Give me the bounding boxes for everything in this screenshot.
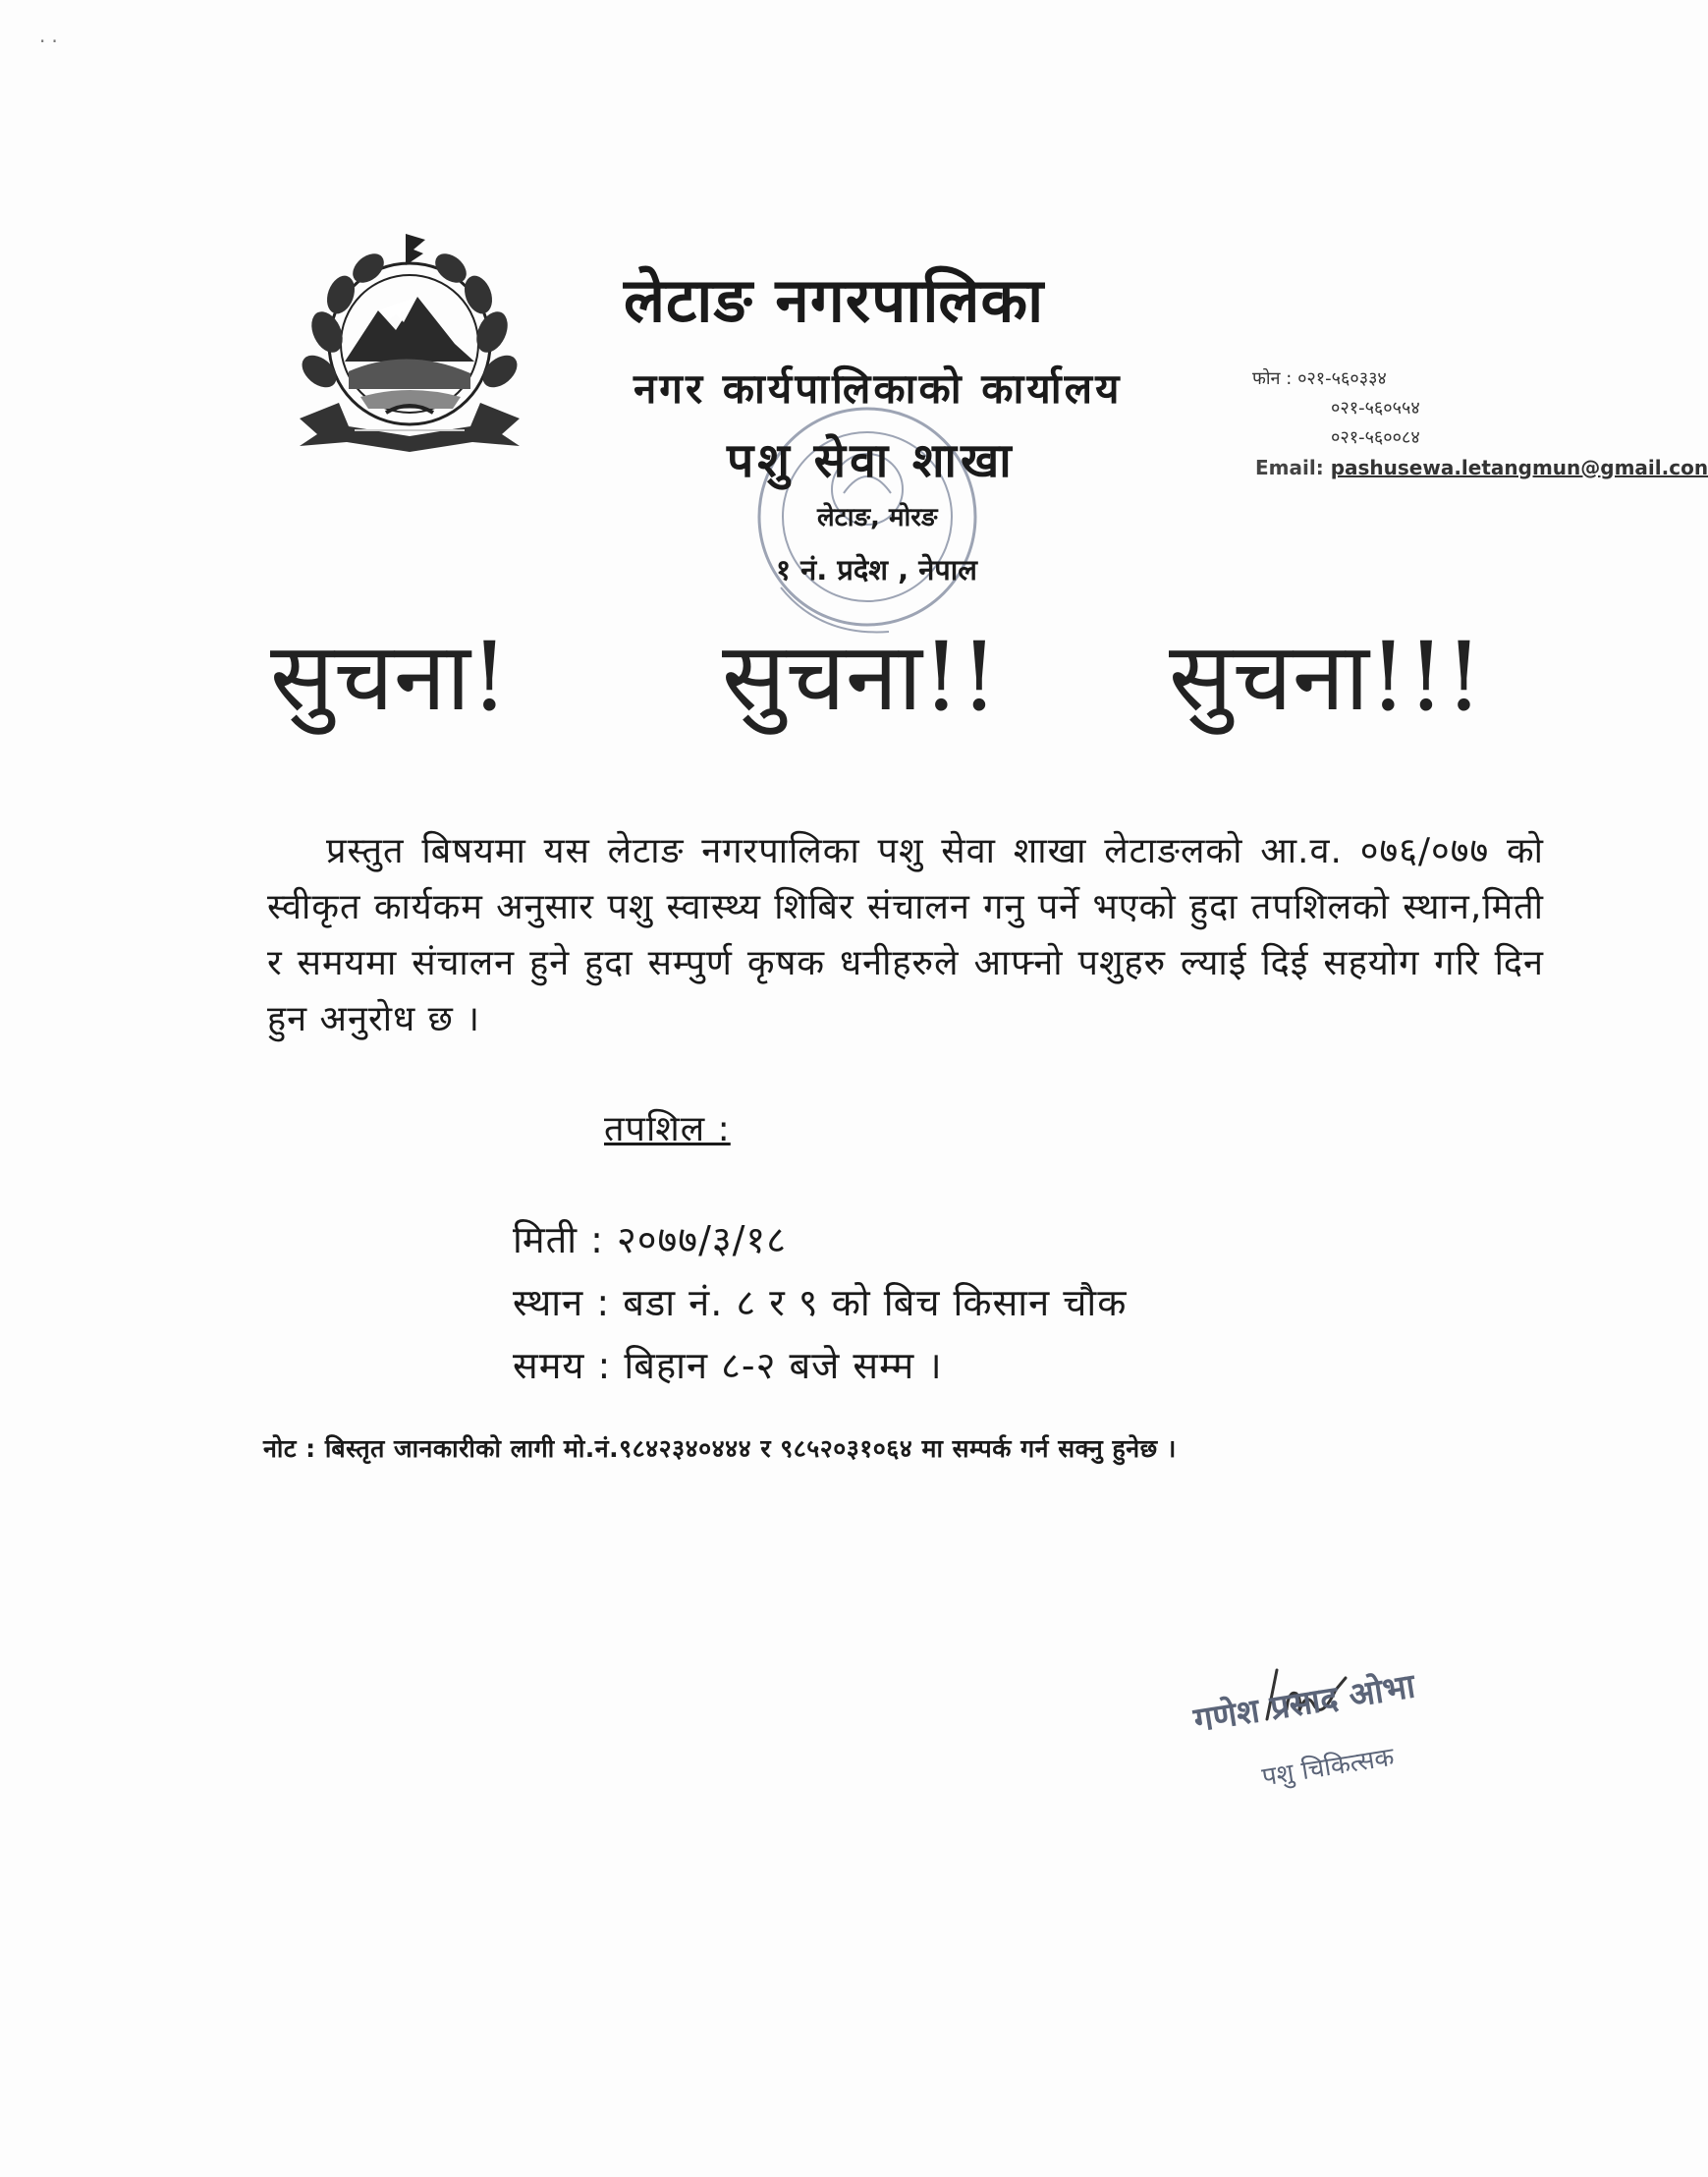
office-name: नगर कार्यपालिकाको कार्यालय — [634, 364, 1123, 413]
notice-heading: सुचना! — [270, 622, 509, 732]
contact-note: नोट : बिस्तृत जानकारीको लागी मो.नं.९८४२३४०४४४ र ९८५२०३१०६४ मा सम्पर्क गर्न सक्नु हुनेछ । — [263, 1434, 1177, 1463]
details-list — [513, 1208, 1127, 1397]
phone-number: ०२१-५६०३३४ — [1297, 368, 1387, 389]
email-line — [1255, 456, 1708, 479]
phone-number: ०२१-५६००८४ — [1331, 427, 1420, 448]
notice-heading: सुचना!! — [722, 622, 999, 732]
details-heading: तपशिल : — [604, 1109, 731, 1149]
body-paragraph: प्रस्तुत बिषयमा यस लेटाङ नगरपालिका पशु सेवा शाखा लेटाङलको आ.व. ०७६/०७७ को स्वीकृत कार्यकम अनुसार पशु स्वास्थ्य शिबिर संचालन गनु पर्ने भएको हुदा तपशिलको स्थान,मिती र समयमा संचालन हुने हुदा सम्पुर्ण कृषक धनीहरुले आफ्नो पशुहरु ल्याई दिई सहयोग गरि दिन हुन अनुरोध छ । — [267, 831, 1544, 1039]
nepal-emblem-icon — [280, 224, 540, 455]
detail-time: समय : बिहान ८-२ बजे सम्म । — [513, 1344, 943, 1387]
notice-body — [267, 823, 1544, 1047]
address-line-2: १ नं. प्रदेश , नेपाल — [776, 553, 977, 586]
notice-heading: सुचना!!! — [1169, 622, 1483, 732]
phone-number: ०२१-५६०५५४ — [1331, 398, 1420, 419]
branch-name: पशु सेवा शाखा — [727, 433, 1016, 488]
email-label: Email: — [1255, 456, 1324, 479]
detail-date: मिती : २०७७/३/१८ — [513, 1218, 787, 1261]
detail-place: स्थान : बडा नं. ८ र ९ को बिच किसान चौक — [513, 1281, 1128, 1324]
email-address: pashusewa.letangmun@gmail.con — [1330, 456, 1708, 479]
phone-label: फोन : — [1252, 368, 1293, 389]
address-line-1: लेटाङ, मोरङ — [817, 503, 938, 532]
contact-block — [1252, 364, 1420, 453]
signatory-name: गणेश प्रसाद ओभा — [1190, 1666, 1418, 1741]
scan-marks: ·· — [39, 29, 64, 53]
org-name: लेटाङ नगरपालिका — [624, 264, 1045, 336]
signatory-title: पशु चिकित्सक — [1259, 1742, 1397, 1793]
